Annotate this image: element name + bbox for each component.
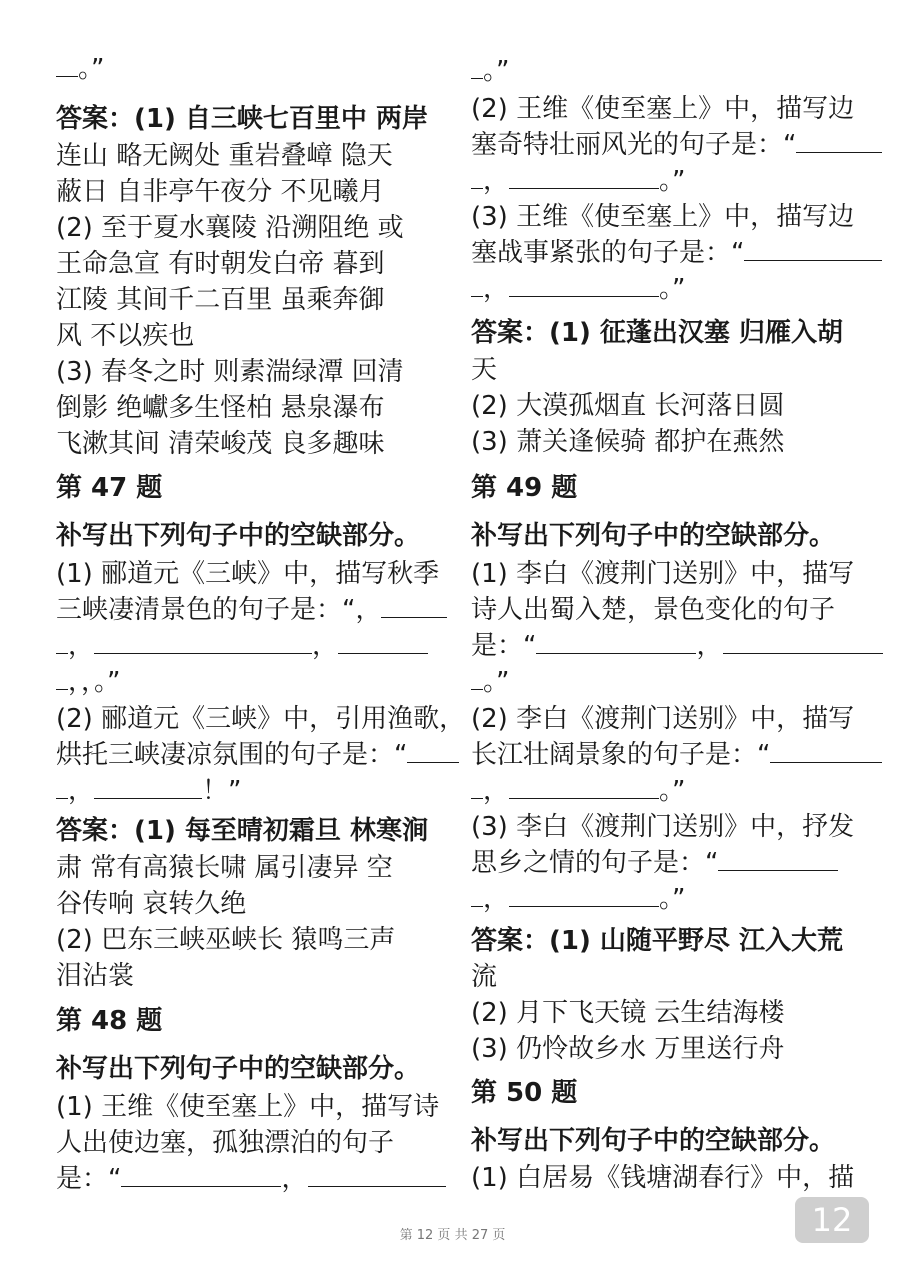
question-48-instruction: 补写出下列句子中的空缺部分。 <box>56 1054 421 1084</box>
question-47-line: 三峡凄清景色的句子是：“， <box>56 593 447 627</box>
answer-46-line: 风 不以疾也 <box>56 321 195 351</box>
answer-46-line: (3) 春冬之时 则素湍绿潭 回清 <box>56 357 404 387</box>
answer-46-line: 倒影 绝巘多生怪柏 悬泉瀑布 <box>56 393 385 423</box>
question-48-line: (3) 王维《使至塞上》中，描写边 <box>471 202 855 232</box>
answer-47-line: 谷传响 哀转久绝 <box>56 889 247 919</box>
question-49-line: 长江壮阔景象的句子是：“ <box>471 738 882 772</box>
question-49-line: ， 。” <box>471 774 686 808</box>
question-48-line: 人出使边塞，孤独漂泊的句子 <box>56 1128 395 1158</box>
question-47-line: ，，。” <box>56 665 120 699</box>
answer-48-line: 答案：(1) 征蓬出汉塞 归雁入胡 <box>471 318 843 348</box>
question-49-line: 。” <box>471 665 509 699</box>
question-48-line: 塞奇特壮丽风光的句子是：“ <box>471 128 882 162</box>
question-49-line: (3) 李白《渡荆门送别》中，抒发 <box>471 812 855 842</box>
question-47-line: 烘托三峡凄凉氛围的句子是：“ <box>56 738 459 772</box>
question-48-line: (1) 王维《使至塞上》中，描写诗 <box>56 1092 440 1122</box>
question-47-line: (1) 郦道元《三峡》中，描写秋季 <box>56 559 440 589</box>
question-48-line: ， 。” <box>471 164 686 198</box>
continuation-line: 。” <box>56 52 104 86</box>
answer-48-line: (3) 萧关逢候骑 都护在燕然 <box>471 427 785 457</box>
answer-47-line: 答案：(1) 每至晴初霜旦 林寒涧 <box>56 816 428 846</box>
question-47-line: (2) 郦道元《三峡》中，引用渔歌， <box>56 704 466 734</box>
answer-46-line: 飞漱其间 清荣峻茂 良多趣味 <box>56 429 385 459</box>
answer-48-line: 天 <box>471 355 498 385</box>
question-48-line: 塞战事紧张的句子是：“ <box>471 236 882 270</box>
question-49-line: ， 。” <box>471 882 686 916</box>
page-footer: 第 12 页 共 27 页 <box>399 1228 506 1243</box>
question-49-line: (1) 李白《渡荆门送别》中，描写 <box>471 559 855 589</box>
answer-48-line: (2) 大漠孤烟直 长河落日圆 <box>471 391 785 421</box>
answer-46-line: (2) 至于夏水襄陵 沿溯阻绝 或 <box>56 213 404 243</box>
answer-46-line: 答案：(1) 自三峡七百里中 两岸 <box>56 104 428 134</box>
question-49-line: 诗人出蜀入楚，景色变化的句子 <box>471 595 836 625</box>
question-50-instruction: 补写出下列句子中的空缺部分。 <box>471 1126 836 1156</box>
answer-47-line: 肃 常有高猿长啸 属引凄异 空 <box>56 853 393 883</box>
answer-47-line: 泪沾裳 <box>56 961 135 991</box>
question-49-title: 第 49 题 <box>471 473 578 503</box>
question-47-instruction: 补写出下列句子中的空缺部分。 <box>56 521 421 551</box>
answer-46-line: 江陵 其间千二百里 虽乘奔御 <box>56 285 385 315</box>
question-47-title: 第 47 题 <box>56 473 163 503</box>
question-47-line: ， ！” <box>56 774 242 808</box>
question-49-line: (2) 李白《渡荆门送别》中，描写 <box>471 704 855 734</box>
answer-49-line: (2) 月下飞天镜 云生结海楼 <box>471 998 785 1028</box>
answer-49-line: 流 <box>471 962 498 992</box>
question-49-line: 是：“ ， <box>471 629 883 663</box>
continuation-line: 。” <box>471 54 509 88</box>
question-50-line: (1) 白居易《钱塘湖春行》中，描 <box>471 1163 855 1193</box>
answer-46-line: 连山 略无阙处 重岩叠嶂 隐天 <box>56 141 393 171</box>
page-number-badge: 12 <box>795 1197 869 1243</box>
question-49-instruction: 补写出下列句子中的空缺部分。 <box>471 521 836 551</box>
question-48-line: ， 。” <box>471 272 686 306</box>
question-49-line: 思乡之情的句子是：“ <box>471 846 838 880</box>
question-48-line: (2) 王维《使至塞上》中，描写边 <box>471 94 855 124</box>
question-48-title: 第 48 题 <box>56 1006 163 1036</box>
question-50-title: 第 50 题 <box>471 1078 578 1108</box>
answer-47-line: (2) 巴东三峡巫峡长 猿鸣三声 <box>56 925 396 955</box>
answer-46-line: 蔽日 自非亭午夜分 不见曦月 <box>56 177 385 207</box>
question-48-line: 是：“ ， <box>56 1162 446 1196</box>
answer-49-line: (3) 仍怜故乡水 万里送行舟 <box>471 1034 785 1064</box>
answer-49-line: 答案：(1) 山随平野尽 江入大荒 <box>471 926 843 956</box>
question-47-line: ， ， <box>56 629 428 663</box>
answer-46-line: 王命急宣 有时朝发白帝 暮到 <box>56 249 385 279</box>
